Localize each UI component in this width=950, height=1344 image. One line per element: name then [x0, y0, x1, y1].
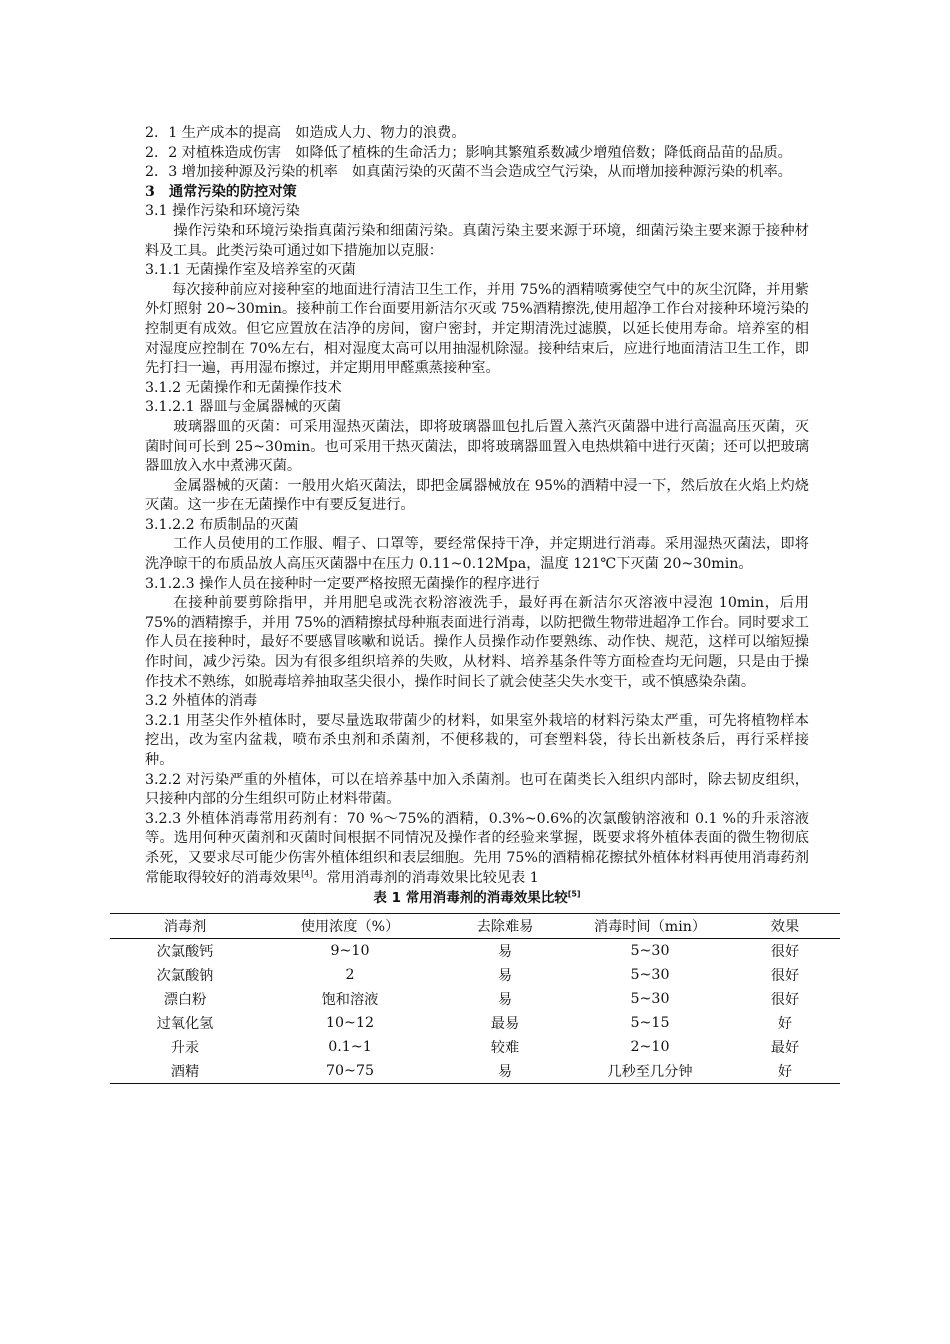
table-cell: 易 — [497, 968, 513, 984]
table-row — [110, 1035, 840, 1059]
table-row — [110, 987, 840, 1011]
table-cell: 次氯酸钙 — [156, 944, 214, 960]
table-cell: 10~12 — [326, 1015, 374, 1031]
section-3-2-3-text: 3.2.3 外植体消毒常用药剂有：70 %～75%的酒精，0.3%~0.6%的次氯酸钠溶液和 0.1 %的升汞溶液等。选用何种灭菌剂和灭菌时间根据不同情况及操作者的经验来掌握，既要求将外植体表面的微生物彻底杀死，又要求尽可能少伤害外植体组织和表层细胞。先用 75%的酒精棉花擦拭外植体材料再使用消毒药剂常能取得较好的消毒效果 — [145, 810, 809, 886]
section-3-1-1-paragraph: 每次接种前应对接种室的地面进行清洁卫生工作，并用 75%的酒精喷雾使空气中的灰尘沉降，并用紫外灯照射 20~30min。接种前工作台面要用新洁尔灭或 75%酒精擦洗,使用超净工作台对接种环境污染的控制更有成效。但它应置放在洁净的房间，窗户密封，并定期清洗过滤膜，以延长使用寿命。培养室的相对湿度应控制在 70%左右，相对湿度太高可以用抽湿机除湿。接种结束后，应进行地面清洁卫生工作，即先打扫一遍，再用湿布擦过，并定期用甲醛熏蒸接种室。 — [145, 281, 809, 377]
section-3-1-1-heading: 3.1.1 无菌操作室及培养室的灭菌 — [145, 262, 356, 279]
table-cell: 2~10 — [630, 1039, 670, 1055]
table-cell: 几秒至几分钟 — [607, 1064, 693, 1080]
table-cell: 易 — [497, 992, 513, 1008]
table-cell: 很好 — [770, 944, 800, 960]
column-header-concentration: 使用浓度（%） — [300, 919, 400, 935]
section-3-1-2-3-paragraph: 在接种前要剪除指甲，并用肥皂或洗衣粉溶液洗手，最好再在新洁尔灭溶液中浸泡 10min，后用 75%的酒精擦手，并用 75%的酒精擦拭母种瓶表面进行消毒，以防把微生物带进超净工作台。同时要求工作人员在接种时，最好不要感冒咳嗽和说话。操作人员操作动作要熟练、动作快、规范，这样可以缩短操作时间，减少污染。因为有很多组织培养的失败，从材料、培养基条件等方面检查均无问题，只是由于操作技术不熟练，如脱毒培养抽取茎尖很小，操作时间长了就会使茎尖失水变干，或不慎感染杂菌。 — [145, 595, 809, 690]
section-3-1-2-2-heading: 3.1.2.2 布质制品的灭菌 — [145, 516, 299, 533]
table-cell: 5~30 — [630, 967, 670, 983]
table-cell: 饱和溶液 — [321, 992, 379, 1008]
table-row — [110, 963, 840, 987]
column-header-effect: 效果 — [770, 919, 800, 935]
column-header-disinfectant: 消毒剂 — [163, 919, 207, 935]
table-cell: 漂白粉 — [163, 992, 207, 1008]
section-3-1-2-heading: 3.1.2 无菌操作和无菌操作技术 — [145, 379, 342, 396]
column-header-removal: 去除难易 — [476, 919, 534, 935]
table-row — [110, 1059, 840, 1084]
table-cell: 易 — [497, 1064, 513, 1080]
section-3-1-paragraph: 操作污染和环境污染指真菌污染和细菌污染。真菌污染主要来源于环境，细菌污染主要来源于接种材料及工具。此类污染可通过如下措施加以克服： — [145, 222, 809, 259]
table-cell: 较难 — [490, 1040, 520, 1056]
table-cell: 2 — [345, 967, 355, 983]
table-cell: 5~30 — [630, 943, 670, 959]
section-2-2: 2．2 对植株造成伤害 如降低了植株的生命活力；影响其繁殖系数减少增殖倍数；降低商品苗的品质。 — [145, 144, 792, 161]
table-cell: 很好 — [770, 992, 800, 1008]
table-cell: 酒精 — [170, 1064, 200, 1080]
column-header-time: 消毒时间（min） — [593, 919, 707, 935]
table-caption — [145, 889, 809, 909]
table-cell: 易 — [497, 944, 513, 960]
section-3-2-1-paragraph: 3.2.1 用茎尖作外植体时，要尽量选取带菌少的材料，如果室外栽培的材料污染太严重，可先将植物样本挖出，改为室内盆栽，喷布杀虫剂和杀菌剂，不便移栽的，可套塑料袋，待长出新枝条后，再行采样接种。 — [145, 712, 809, 768]
section-2-3: 2．3 增加接种源及污染的机率 如真菌污染的灭菌不当会造成空气污染，从而增加接种源污染的机率。 — [145, 164, 792, 181]
table-row — [110, 1011, 840, 1035]
section-2-1: 2．1 生产成本的提高 如造成人力、物力的浪费。 — [145, 125, 466, 141]
section-3-1-2-3-heading: 3.1.2.3 操作人员在接种时一定要严格按照无菌操作的程序进行 — [145, 575, 540, 592]
table-header-row — [110, 914, 840, 939]
section-3-2-3-paragraph — [145, 810, 809, 888]
section-3-heading: 3 通常污染的防控对策 — [145, 183, 297, 200]
table-cell: 过氧化氢 — [156, 1016, 214, 1032]
table-cell: 0.1~1 — [328, 1039, 372, 1055]
section-3-2-heading: 3.2 外植体的消毒 — [145, 693, 258, 710]
section-3-1-2-1-heading: 3.1.2.1 器皿与金属器械的灭菌 — [145, 399, 342, 416]
table-cell: 最好 — [770, 1040, 800, 1056]
table-cell: 好 — [777, 1064, 793, 1080]
section-3-1-2-2-paragraph: 工作人员使用的工作服、帽子、口罩等，要经常保持干净，并定期进行消毒。采用湿热灭菌法，即将洗净晾干的布质品放人高压灭菌器中在压力 0.11~0.12Mpa，温度 121℃下灭菌 20~30min。 — [145, 536, 809, 573]
document-body — [145, 124, 809, 911]
table-cell: 9~10 — [330, 943, 370, 959]
section-3-1-2-1-paragraph-1: 玻璃器皿的灭菌：可采用湿热灭菌法，即将玻璃器皿包扎后置入蒸汽灭菌器中进行高温高压灭菌，灭菌时间可长到 25~30min。也可采用干热灭菌法，即将玻璃器皿置入电热烘箱中进行灭菌；还可以把玻璃器皿放入水中煮沸灭菌。 — [145, 418, 809, 475]
table-cell: 5~15 — [630, 1015, 670, 1031]
table-cell: 好 — [777, 1016, 793, 1032]
table-cell: 70~75 — [326, 1063, 374, 1079]
table-cell: 最易 — [490, 1016, 520, 1032]
section-3-1-heading: 3.1 操作污染和环境污染 — [145, 203, 300, 220]
citation-5: [5] — [567, 889, 581, 899]
table-cell: 升汞 — [170, 1040, 200, 1056]
section-3-2-3-tail: 。常用消毒剂的消毒效果比较见表 1 — [312, 869, 539, 886]
section-3-2-2-paragraph: 3.2.2 对污染严重的外植体，可以在培养基中加入杀菌剂。也可在菌类长入组织内部时，除去韧皮组织，只接种内部的分生组织可防止材料带菌。 — [145, 771, 809, 808]
table-row — [110, 939, 840, 964]
table-caption-text: 表 1 常用消毒剂的消毒效果比较 — [373, 890, 568, 907]
table-cell: 次氯酸钠 — [156, 968, 214, 984]
section-3-1-2-1-paragraph-2: 金属器械的灭菌：一般用火焰灭菌法，即把金属器械放在 95%的酒精中浸一下，然后放在火焰上灼烧灭菌。这一步在无菌操作中有要反复进行。 — [145, 477, 809, 514]
table-cell: 很好 — [770, 968, 800, 984]
table-cell: 5~30 — [630, 991, 670, 1007]
disinfectant-table — [110, 913, 840, 1084]
citation-4: [4] — [301, 868, 313, 878]
